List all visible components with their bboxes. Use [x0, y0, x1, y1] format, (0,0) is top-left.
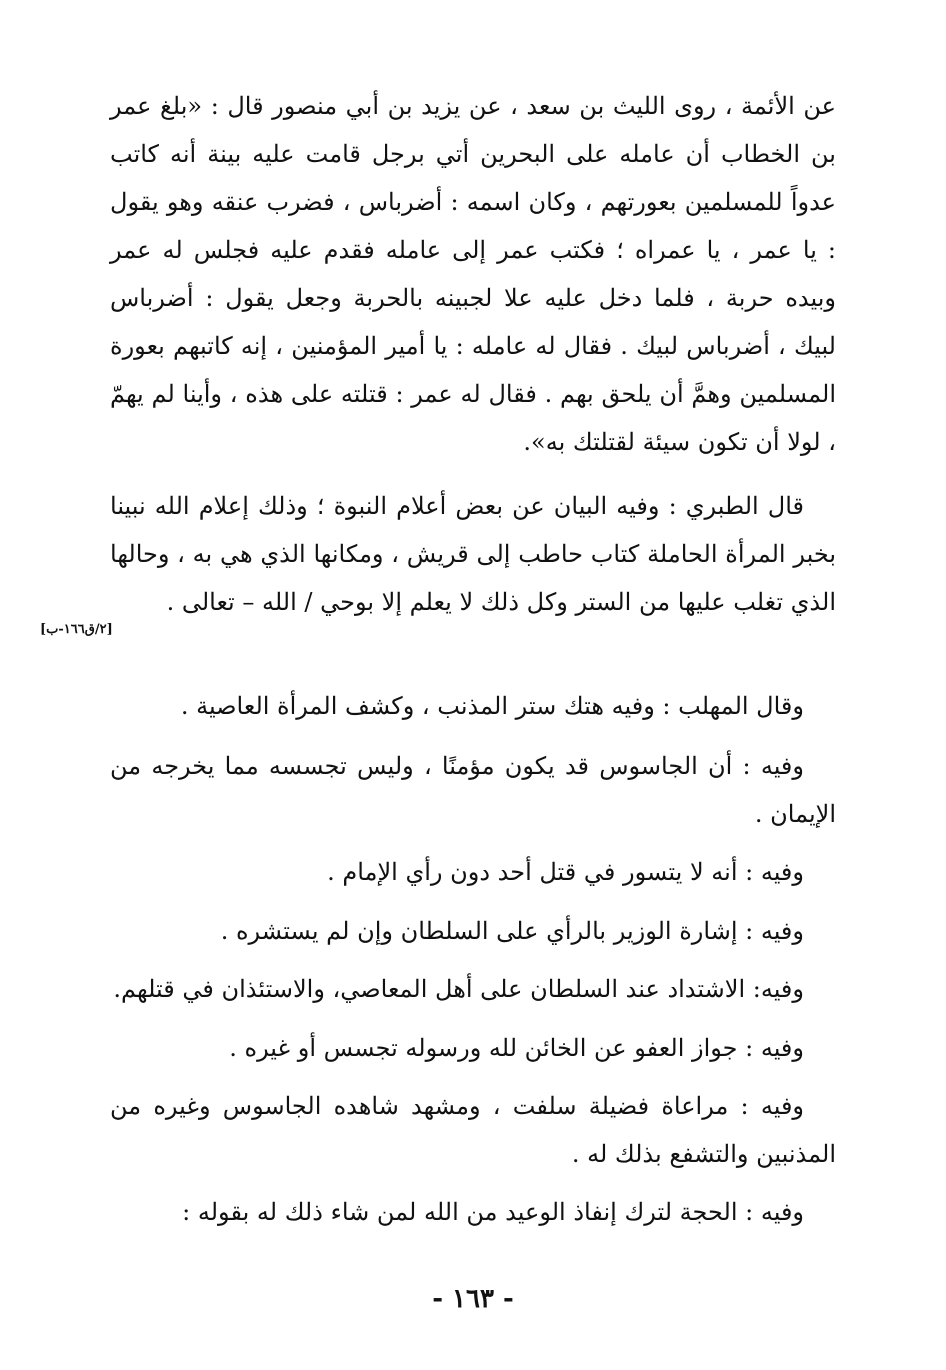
paragraph-virtue [110, 1082, 836, 1178]
paragraph-text: وفيه : جواز العفو عن الخائن لله ورسوله تجسس أو غيره . [229, 1034, 804, 1062]
paragraph-text: وقال المهلب : وفيه هتك ستر المذنب ، وكشف المرأة العاصية . [180, 692, 804, 720]
manuscript-folio-note: [٢/ق١٦٦-ب] [40, 622, 113, 637]
paragraph-tabari [110, 482, 836, 626]
paragraph-threat [110, 1188, 836, 1236]
paragraph-vizier-advice [110, 907, 836, 955]
paragraph-text: عن الأئمة ، روى الليث بن سعد ، عن يزيد بن أبي منصور قال : «بلغ عمر بن الخطاب أن عامله على البحرين أتي برجل قامت عليه بينة أنه كاتب عدواً للمسلمين بعورتهم ، وكان اسمه : أضرباس ، فضرب عنقه وهو يقول : يا عمر ، يا عمراه ؛ فكتب عمر إلى عامله فقدم عليه فجلس له عمر وبيده حربة ، فلما دخل عليه علا لجبينه بالحربة وجعل يقول : أضرباس لبيك ، أضرباس لبيك . فقال له عامله : يا أمير المؤمنين ، إنه كاتبهم بعورة المسلمين وهمَّ أن يلحق بهم . فقال له عمر : قتلته على هذه ، وأينا لم يهمّ ، لولا أن تكون سيئة لقتلتك به». [110, 92, 836, 456]
paragraph-imam-opinion [110, 848, 836, 896]
paragraph-laith-narration [110, 82, 836, 466]
paragraph-text: وفيه : إشارة الوزير بالرأي على السلطان وإن لم يستشره . [220, 917, 804, 945]
page-number: - ١٦٣ - [432, 1284, 514, 1314]
paragraph-pardon [110, 1024, 836, 1072]
paragraph-text: وفيه : أن الجاسوس قد يكون مؤمنًا ، وليس تجسسه مما يخرجه من الإيمان . [110, 752, 836, 828]
paragraph-text: قال الطبري : وفيه البيان عن بعض أعلام النبوة ؛ وذلك إعلام الله نبينا بخبر المرأة الحاملة كتاب حاطب إلى قريش ، ومكانها الذي هي به ، وحالها الذي تغلب عليها من الستر وكل ذلك لا يعلم إلا بوحي / الله – تعالى . [110, 492, 836, 616]
paragraph-spy-believer [110, 742, 836, 838]
paragraph-severity [110, 965, 836, 1013]
paragraph-text: وفيه: الاشتداد عند السلطان على أهل المعاصي، والاستئذان في قتلهم. [113, 975, 804, 1003]
paragraph-text: وفيه : أنه لا يتسور في قتل أحد دون رأي الإمام . [327, 858, 804, 886]
paragraph-muhallab [110, 682, 836, 730]
paragraph-text: وفيه : الحجة لترك إنفاذ الوعيد من الله لمن شاء ذلك له بقوله : [182, 1198, 804, 1226]
paragraph-text: وفيه : مراعاة فضيلة سلفت ، ومشهد شاهده الجاسوس وغيره من المذنبين والتشفع بذلك له . [110, 1092, 836, 1168]
